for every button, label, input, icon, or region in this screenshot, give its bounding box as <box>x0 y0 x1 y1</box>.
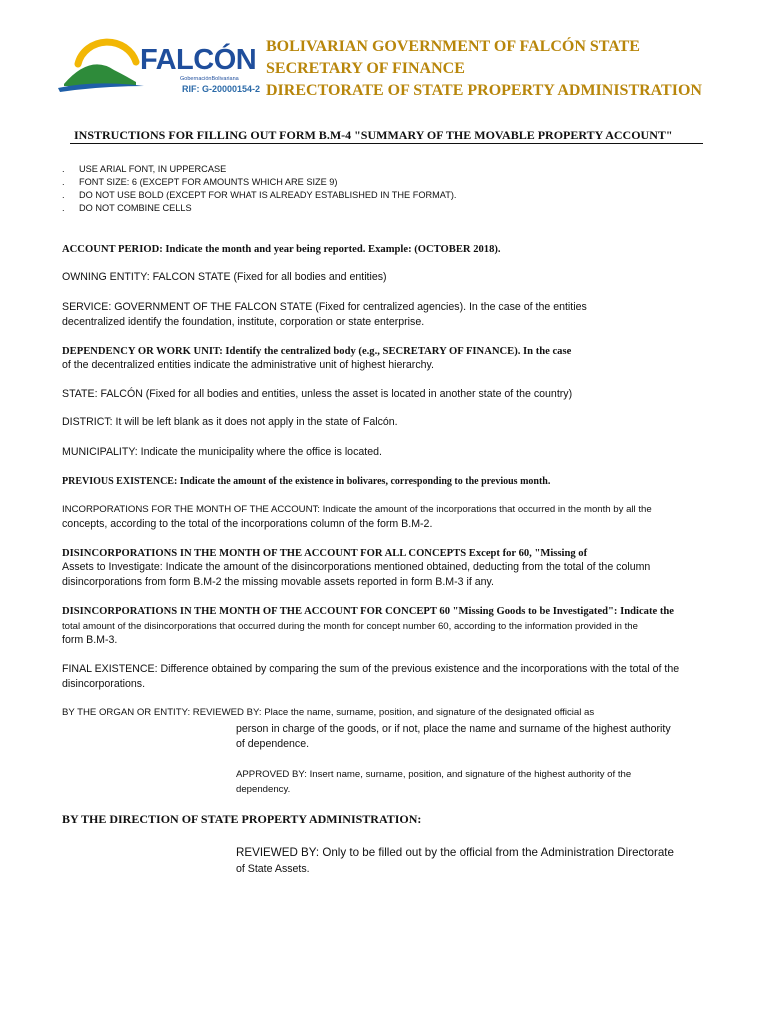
disincorporations-all-line-1: DISINCORPORATIONS IN THE MONTH OF THE ACCOUNT FOR ALL CONCEPTS Except for 60, "Missing of <box>62 548 588 559</box>
service-line-2: decentralized identify the foundation, institute, corporation or state enterprise. <box>62 316 425 328</box>
bullet-item: . FONT SIZE: 6 (EXCEPT FOR AMOUNTS WHICH ARE SIZE 9) <box>62 177 338 187</box>
dependency-line-2: of the decentralized entities indicate the administrative unit of highest hierarchy. <box>62 359 434 371</box>
approved-line-2: dependency. <box>236 784 291 795</box>
organ-line-1: BY THE ORGAN OR ENTITY: REVIEWED BY: Place the name, surname, position, and signature of the designated official as <box>62 707 595 718</box>
instructions-title: INSTRUCTIONS FOR FILLING OUT FORM B.M-4 "SUMMARY OF THE MOVABLE PROPERTY ACCOUNT" <box>74 128 673 142</box>
reviewed-line-2: of State Assets. <box>236 863 310 875</box>
account-period: ACCOUNT PERIOD: Indicate the month and year being reported. Example: (OCTOBER 2018). <box>62 244 501 255</box>
bullet-item: . USE ARIAL FONT, IN UPPERCASE <box>62 164 227 174</box>
organ-line-3: of dependence. <box>236 738 310 750</box>
incorporations-line-1: INCORPORATIONS FOR THE MONTH OF THE ACCOUNT: Indicate the amount of the incorporations that occurred in the month by all the <box>62 504 652 515</box>
service-line-1: SERVICE: GOVERNMENT OF THE FALCON STATE (Fixed for centralized agencies). In the case of the entities <box>62 301 587 313</box>
disincorporations-60-line-3: form B.M-3. <box>62 634 118 646</box>
logo-tagline: GobernaciónBolivariana <box>180 76 239 82</box>
header-line-3: DIRECTORATE OF STATE PROPERTY ADMINISTRATION <box>266 82 702 99</box>
disincorporations-all-line-3: disincorporations from form B.M-2 the missing movable assets reported in form B.M-3 if any. <box>62 576 494 588</box>
header-line-2: SECRETARY OF FINANCE <box>266 60 465 77</box>
bullet-item: . DO NOT USE BOLD (EXCEPT FOR WHAT IS ALREADY ESTABLISHED IN THE FORMAT). <box>62 190 457 200</box>
disincorporations-all-line-2: Assets to Investigate: Indicate the amount of the disincorporations mentioned obtained, deducting from the total of the column <box>62 561 651 573</box>
approved-line-1: APPROVED BY: Insert name, surname, position, and signature of the highest authority of the <box>236 769 632 780</box>
reviewed-line-1: REVIEWED BY: Only to be filled out by the official from the Administration Directorate <box>236 846 674 859</box>
organ-line-2: person in charge of the goods, or if not, place the name and surname of the highest authority <box>236 723 671 735</box>
final-existence-line-1: FINAL EXISTENCE: Difference obtained by comparing the sum of the previous existence and the incorporations with the total of the <box>62 663 680 675</box>
bullet-item: . DO NOT COMBINE CELLS <box>62 203 192 213</box>
direction-heading: BY THE DIRECTION OF STATE PROPERTY ADMINISTRATION: <box>62 812 422 826</box>
incorporations-line-2: concepts, according to the total of the incorporations column of the form B.M-2. <box>62 518 433 530</box>
dependency-line-1: DEPENDENCY OR WORK UNIT: Identify the centralized body (e.g., SECRETARY OF FINANCE). In the case <box>62 346 572 357</box>
final-existence-line-2: disincorporations. <box>62 678 146 690</box>
district: DISTRICT: It will be left blank as it does not apply in the state of Falcón. <box>62 416 398 428</box>
title-underline <box>70 143 703 144</box>
state: STATE: FALCÓN (Fixed for all bodies and entities, unless the asset is located in another state of the country) <box>62 388 573 400</box>
owning-entity: OWNING ENTITY: FALCON STATE (Fixed for all bodies and entities) <box>62 271 387 283</box>
municipality: MUNICIPALITY: Indicate the municipality where the office is located. <box>62 446 382 458</box>
logo-rif: RIF: G-20000154-2 <box>182 84 261 94</box>
previous-existence: PREVIOUS EXISTENCE: Indicate the amount of the existence in bolivares, corresponding to the previous month. <box>62 476 551 487</box>
falcon-logo <box>56 36 261 98</box>
disincorporations-60-line-2: total amount of the disincorporations that occurred during the month for concept number 60, according to the information provided in the <box>62 621 638 632</box>
disincorporations-60-line-1: DISINCORPORATIONS IN THE MONTH OF THE ACCOUNT FOR CONCEPT 60 "Missing Goods to be Investigated": Indicate the <box>62 606 674 617</box>
logo-wordmark: FALCÓN <box>140 44 257 76</box>
header-line-1: BOLIVARIAN GOVERNMENT OF FALCÓN STATE <box>266 38 640 55</box>
